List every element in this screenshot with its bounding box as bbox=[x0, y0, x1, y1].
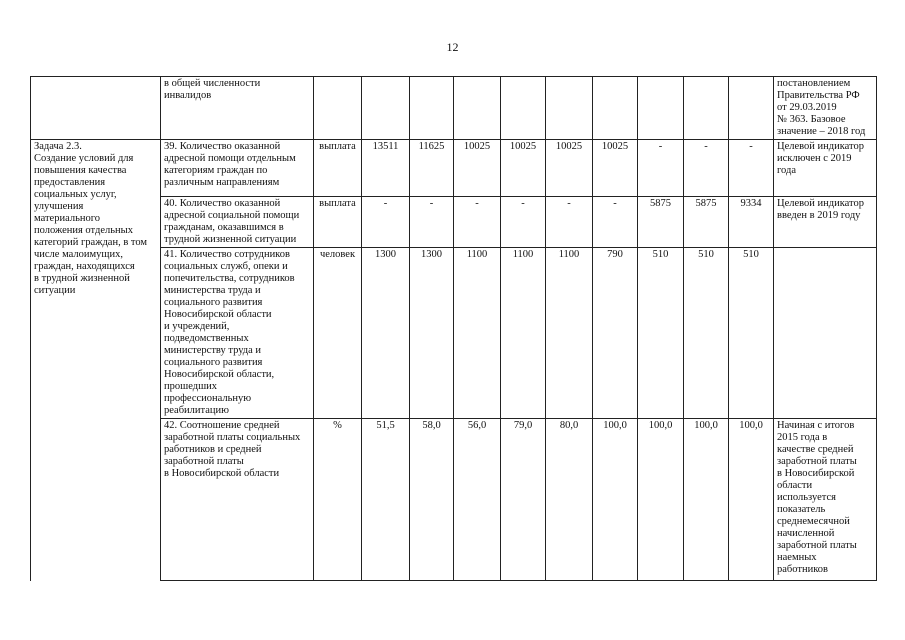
value-cell: 100,0 bbox=[593, 419, 638, 581]
value-cell: 58,0 bbox=[410, 419, 454, 581]
value-cell: 10025 bbox=[593, 140, 638, 197]
indicator-cell: 42. Соотношение средней заработной платы социальных работников и средней заработной платы в Новосибирской области bbox=[161, 419, 314, 581]
value-cell: 5875 bbox=[638, 197, 684, 248]
value-cell: 100,0 bbox=[729, 419, 774, 581]
value-cell: - bbox=[362, 197, 410, 248]
note-cell: Целевой индикатор введен в 2019 году bbox=[774, 197, 877, 248]
unit-cell: человек bbox=[314, 248, 362, 419]
value-cell: - bbox=[454, 197, 501, 248]
indicator-cell: 41. Количество сотрудников социальных служб, опеки и попечительства, сотрудников министерства труда и социального развития Новосибирской области и учреждений, подведомственных министерству труда и социального развития Новосибирской области, прошедших профессиональную реабилитацию bbox=[161, 248, 314, 419]
indicator-cell: 40. Количество оказанной адресной социальной помощи гражданам, оказавшимся в трудной жизненной ситуации bbox=[161, 197, 314, 248]
value-cell: - bbox=[546, 197, 593, 248]
value-cell: 9334 bbox=[729, 197, 774, 248]
note-cell: постановлением Правительства РФ от 29.03.2019 № 363. Базовое значение – 2018 год bbox=[774, 77, 877, 140]
value-cell: - bbox=[410, 197, 454, 248]
note-cell bbox=[774, 248, 877, 419]
unit-cell: выплата bbox=[314, 197, 362, 248]
value-cell: 79,0 bbox=[501, 419, 546, 581]
value-cell: 80,0 bbox=[546, 419, 593, 581]
indicator-cell: в общей численности инвалидов bbox=[161, 77, 314, 140]
task-cell: Задача 2.3. Создание условий для повышения качества предоставления социальных услуг, улучшения материального положения отдельных категорий граждан, в том числе малоимущих, граждан, находящихся в трудной жизненной ситуации bbox=[31, 140, 161, 581]
unit-cell: выплата bbox=[314, 140, 362, 197]
value-cell: 11625 bbox=[410, 140, 454, 197]
note-cell: Целевой индикатор исключен с 2019 года bbox=[774, 140, 877, 197]
value-cell: 100,0 bbox=[684, 419, 729, 581]
page-number: 12 bbox=[446, 40, 459, 54]
value-cell: 10025 bbox=[501, 140, 546, 197]
task-cell-empty bbox=[31, 77, 161, 140]
value-cell: 10025 bbox=[546, 140, 593, 197]
value-cell: 1300 bbox=[362, 248, 410, 419]
value-cell: 790 bbox=[593, 248, 638, 419]
value-cell: 10025 bbox=[454, 140, 501, 197]
indicators-table bbox=[30, 76, 877, 581]
value-cell: 510 bbox=[684, 248, 729, 419]
table-row bbox=[31, 140, 877, 197]
value-cell: 510 bbox=[729, 248, 774, 419]
value-cell: 1100 bbox=[546, 248, 593, 419]
value-cell: 5875 bbox=[684, 197, 729, 248]
value-cell: 1100 bbox=[501, 248, 546, 419]
value-cell: - bbox=[684, 140, 729, 197]
value-cell: - bbox=[638, 140, 684, 197]
value-cell: - bbox=[593, 197, 638, 248]
value-cell: 510 bbox=[638, 248, 684, 419]
value-cell: 56,0 bbox=[454, 419, 501, 581]
value-cell: 13511 bbox=[362, 140, 410, 197]
value-cell: 1100 bbox=[454, 248, 501, 419]
value-cell: - bbox=[729, 140, 774, 197]
value-cell: 100,0 bbox=[638, 419, 684, 581]
unit-cell: % bbox=[314, 419, 362, 581]
note-cell: Начиная с итогов 2015 года в качестве средней заработной платы в Новосибирской области используется показатель среднемесячной начисленной заработной платы наемных работников bbox=[774, 419, 877, 581]
indicator-cell: 39. Количество оказанной адресной помощи отдельным категориям граждан по различным направлениям bbox=[161, 140, 314, 197]
table-row bbox=[31, 77, 877, 140]
value-cell: - bbox=[501, 197, 546, 248]
value-cell: 1300 bbox=[410, 248, 454, 419]
value-cell: 51,5 bbox=[362, 419, 410, 581]
